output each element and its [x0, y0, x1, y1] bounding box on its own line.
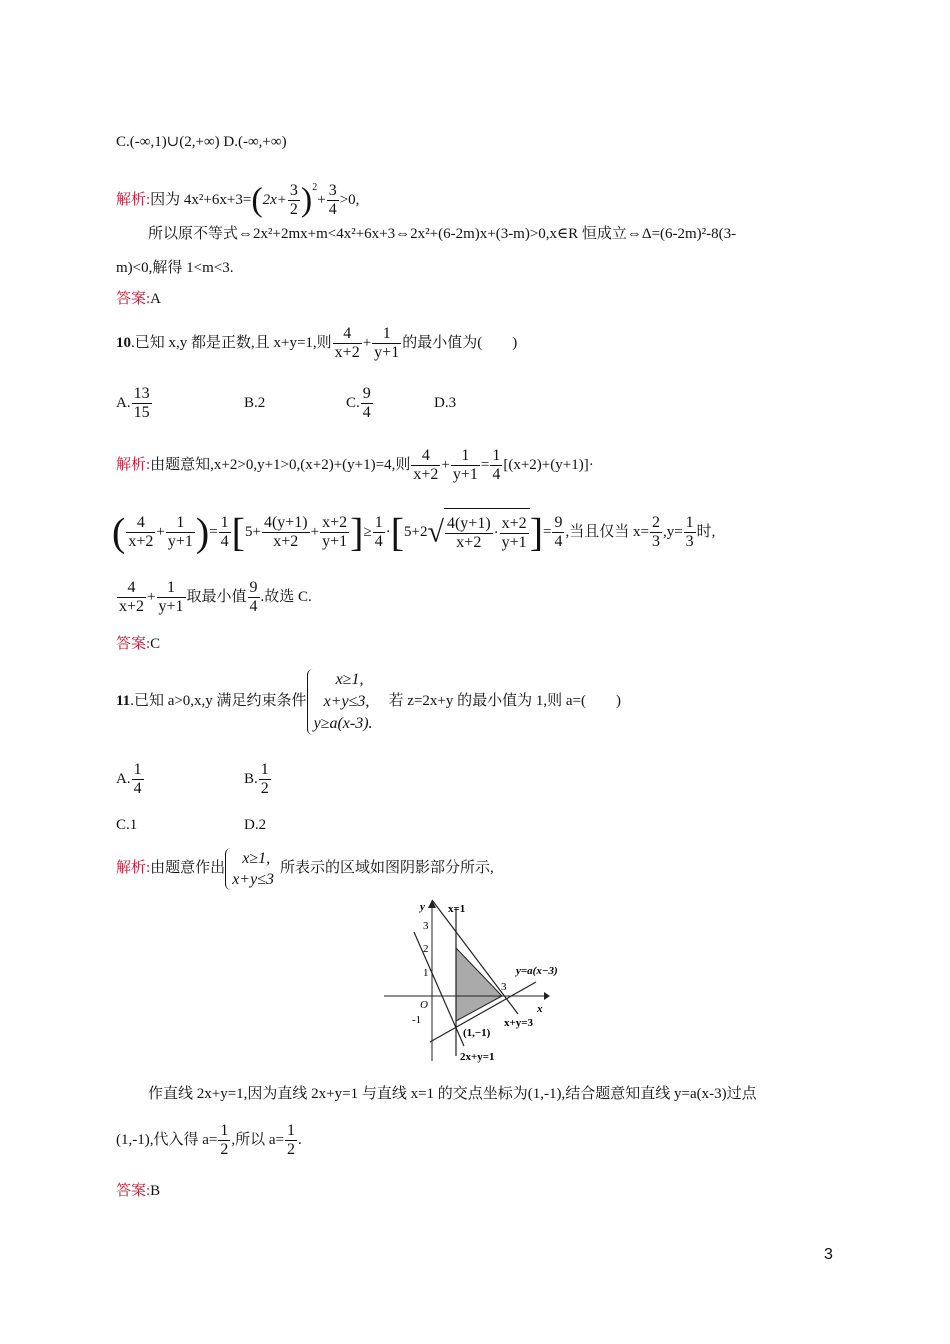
q11-solution-line1: 解析:由题意作出 x≥1, x+y≤3 所表示的区域如图阴影部分所示, — [116, 849, 494, 888]
q10-solution-line2: ( $\frac{4}{x+2}$ + $\frac{1}{y+1}$ )= $\frac{1}{4}$ [5+ $\frac{4(y+1)}{x+2}$ + $\frac{x+2}{y+1}$ ]≥ $\frac{1}{4}$ ·[5+2√ $\frac{4(y+1)}{x+2}$ · $\frac{x+2}{y+1}$ ]= $\frac{9}{4}$ ,当且仅当 x= $\frac{2}{3}$ ,y= $\frac{1}{3}$ 时, — [112, 508, 715, 557]
fig-origin: O — [420, 999, 428, 1011]
q9-solution-line2: 所以原不等式⇔2x²+2mx+m<4x²+6x+3⇔2x²+(6-2m)x+(3-m)>0,x∈R 恒成立⇔Δ=(6-2m)²-8(3- — [148, 226, 737, 242]
solution-label: 解析: — [116, 192, 151, 208]
q10-option-b: B.2 — [244, 395, 266, 411]
constraint-system: x≥1, x+y≤3, y≥a(x-3). — [307, 669, 379, 735]
fig-x-label: x — [537, 1003, 543, 1015]
q9-solution-line1: 解析:因为 4x²+6x+3=(2x+ $\frac{3}{2}$ )$^2$+ $\frac{3}{4}$ >0, — [116, 181, 360, 219]
page-number: 3 — [824, 1246, 833, 1263]
fig-tick-3: 3 — [423, 920, 429, 932]
q10-option-d: D.3 — [434, 395, 457, 411]
fig-tick-2: 2 — [423, 943, 429, 955]
fig-tick-minus-1: -1 — [412, 1014, 422, 1026]
q10-option-c: C. $\frac{9}{4}$ — [346, 385, 371, 422]
q11-answer: 答案:B — [116, 1183, 161, 1199]
q11-solution-line3: (1,-1),代入得 a= $\frac{1}{2}$ ,所以 a= $\frac{1}{2}$ . — [116, 1122, 302, 1159]
q10-stem: 10.已知 x,y 都是正数,且 x+y=1,则 $\frac{4}{x+2}$ + $\frac{1}{y+1}$ 的最小值为( ) — [116, 325, 518, 362]
x-axis-arrow — [544, 992, 550, 1000]
q11-solution-line2: 作直线 2x+y=1,因为直线 2x+y=1 与直线 x=1 的交点坐标为(1,-1),结合题意知直线 y=a(x-3)过点 — [148, 1086, 757, 1102]
q10-answer: 答案:C — [116, 636, 161, 652]
q10-solution-line1: 解析:由题意知,x+2>0,y+1>0,(x+2)+(y+1)=4,则 $\frac{4}{x+2}$ + $\frac{1}{y+1}$ = $\frac{1}{4}$ [(x+2)+(y+1)]· — [116, 447, 594, 484]
q10-option-a: A. $\frac{13}{15}$ — [116, 385, 150, 422]
fig-tick-x3: 3 — [501, 981, 507, 993]
q11-option-c: C.1 — [116, 817, 138, 833]
q11-option-d: D.2 — [244, 817, 267, 833]
region-figure — [380, 896, 570, 1066]
fig-label-x1: x=1 — [448, 903, 466, 915]
q9-answer: 答案:A — [116, 291, 162, 307]
fig-label-a-line: y=a(x−3) — [516, 965, 558, 977]
fig-label-point: (1,−1) — [463, 1027, 491, 1039]
fig-label-2x-plus-y-1: 2x+y=1 — [460, 1051, 495, 1063]
fig-tick-1: 1 — [423, 967, 429, 979]
q11-option-b: B. $\frac{1}{2}$ — [244, 761, 269, 798]
answer-label: 答案: — [116, 291, 151, 307]
fig-y-label: y — [420, 901, 425, 913]
q10-solution-line3: $\frac{4}{x+2}$ + $\frac{1}{y+1}$ 取最小值 $\frac{9}{4}$ .故选 C. — [119, 579, 312, 616]
q9-solution-line3: m)<0,解得 1<m<3. — [116, 260, 234, 276]
q9-options-cd: C.(-∞,1)∪(2,+∞) D.(-∞,+∞) — [116, 134, 287, 150]
q11-option-a: A. $\frac{1}{4}$ — [116, 761, 142, 798]
fig-label-x-plus-y-3: x+y=3 — [504, 1017, 534, 1029]
q11-stem: 11.已知 a>0,x,y 满足约束条件 x≥1, x+y≤3, y≥a(x-3). 若 z=2x+y 的最小值为 1,则 a=( ) — [116, 666, 621, 736]
